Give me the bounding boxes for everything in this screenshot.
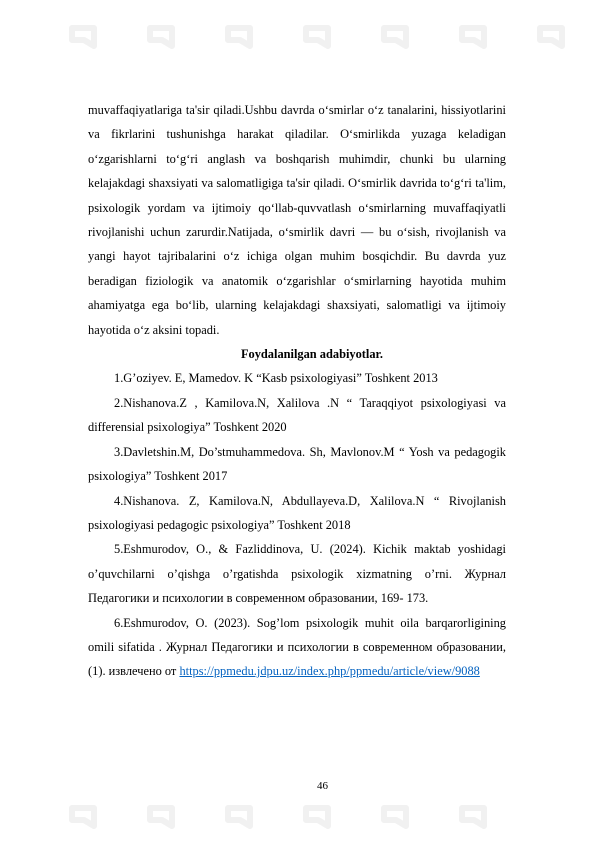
reference-item: 4.Nishanova. Z, Kamilova.N, Abdullayeva.D, Xalilova.N “ Rivojlanish psixologiyasi pedagogic psixologiya” Toshkent 2018	[88, 493, 506, 532]
reference-item: 3.Davletshin.M, Do’stmuhammedova. Sh, Mavlonov.M “ Yosh va pedagogik psixologiya” Toshkent 2017	[88, 444, 506, 484]
body-paragraph: muvaffaqiyatlariga ta'sir qiladi.Ushbu davrda o‘smirlar o‘z tanalarini, hissiyotlarini va fikrlarini tushunishga harakat qiladilar. O‘smirlikda yuzaga keladigan o‘zgarishlarni to‘g‘ri anglash va boshqarish muhimdir, chunki bu ularning kelajakdagi shaxsiyati va salomatligiga ta'sir qiladi. O‘smirlik davrida to‘g‘ri ta'lim, psixologik yordam va ijtimoiy qo‘llab-quvvatlash o‘smirlarning muvaffaqiyatli rivojlanishi uchun zarurdir.Natijada, o‘smirlik davri — bu o‘sish, rivojlanish va yangi hayot tajribalarini o‘z ichiga olgan muhim bosqichdir. Bu davrda yuz beradigan fiziologik va anatomik o‘zgarishlar o‘smirlarning hayotida muhim ahamiyatga ega bo‘lib, ularning kelajakdagi shaxsiyati, salomatligi va ijtimoiy hayotida o‘z aksini topadi.	[88, 103, 506, 337]
references-heading: Foydalanilgan adabiyotlar.	[240, 347, 384, 362]
reference-item: 5.Eshmurodov, O., & Fazliddinova, U. (2024). Kichik maktab yoshidagi o’quvchilarni o’qishga o’rgatishda psixologik xizmatning o’rni. Журнал Педагогики и психологии в современном образовании, 169- 173.	[88, 542, 506, 606]
page-number: 46	[317, 780, 328, 792]
reference-6-text: 6.Eshmurodov, O. (2023). Sog’lom psixologik muhit oila barqarorligining omili sifatida . Журнал Педагогики и психологии в современном образовании, (1). извлечено от	[88, 615, 506, 679]
page-content	[88, 98, 506, 684]
reference-item	[88, 611, 506, 684]
reference-item: 1.G’oziyev. E, Mamedov. K “Kasb psixologiyasi” Toshkent 2013	[114, 371, 438, 386]
reference-item: 2.Nishanova.Z , Kamilova.N, Xalilova .N “ Taraqqiyot psixologiyasi va differensial psixologiya” Toshkent 2020	[88, 395, 506, 435]
references-list	[88, 366, 506, 683]
reference-6-link[interactable]: https://ppmedu.jdpu.uz/index.php/ppmedu/article/view/9088	[179, 664, 480, 679]
